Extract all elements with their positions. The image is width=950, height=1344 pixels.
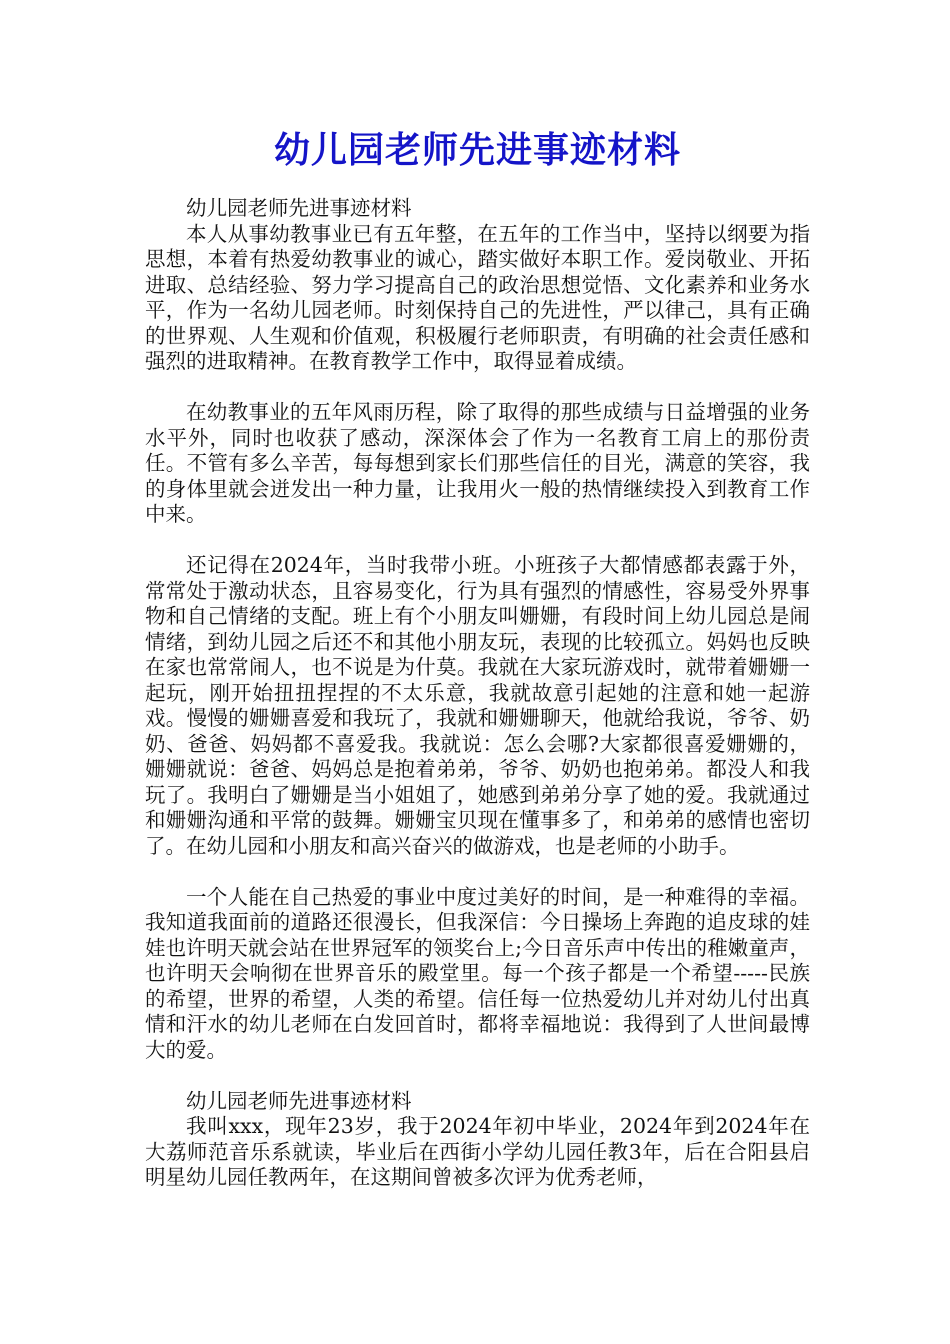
paragraph-spacer (145, 1063, 810, 1089)
paragraph: 我叫xxx，现年23岁，我于2024年初中毕业，2024年到2024年在大荔师范音乐系就读，毕业后在西街小学幼儿园任教3年，后在合阳县启明星幼儿园任教两年，在这期间曾被多次评为优秀老师， (145, 1114, 810, 1189)
document-title: 幼儿园老师先进事迹材料 (273, 129, 681, 171)
paragraph-spacer (145, 859, 810, 885)
document-body (145, 196, 810, 1191)
paragraph: 还记得在2024年，当时我带小班。小班孩子大都情感都表露于外，常常处于激动状态，且容易变化，行为具有强烈的情感性，容易受外界事物和自己情绪的支配。班上有个小朋友叫姗姗，有段时间上幼儿园总是闹情绪，到幼儿园之后还不和其他小朋友玩，表现的比较孤立。妈妈也反映在家也常常闹人，也不说是为什莫。我就在大家玩游戏时，就带着姗姗一起玩，刚开始扭扭捏捏的不太乐意，我就故意引起她的注意和她一起游戏。慢慢的姗姗喜爱和我玩了，我就和姗姗聊天，他就给我说，爷爷、奶奶、爸爸、妈妈都不喜爱我。我就说：怎么会哪?大家都很喜爱姗姗的，姗姗就说：爸爸、妈妈总是抱着弟弟，爷爷、奶奶也抱弟弟。都没人和我玩了。我明白了姗姗是当小姐姐了，她感到弟弟分享了她的爱。我就通过和姗姗沟通和平常的鼓舞。姗姗宝贝现在懂事多了，和弟弟的感情也密切了。在幼儿园和小朋友和高兴奋兴的做游戏，也是老师的小助手。 (145, 553, 810, 858)
paragraph: 本人从事幼教事业已有五年整，在五年的工作当中，坚持以纲要为指思想，本着有热爱幼教事业的诚心，踏实做好本职工作。爱岗敬业、开拓进取、总结经验、努力学习提高自己的政治思想觉悟、文化素养和业务水平，作为一名幼儿园老师。时刻保持自己的先进性，严以律己，具有正确的世界观、人生观和价值观，积极履行老师职责，有明确的社会责任感和强烈的进取精神。在教育教学工作中，取得显着成绩。 (145, 221, 810, 373)
paragraph-spacer (145, 528, 810, 554)
paragraph: 在幼教事业的五年风雨历程，除了取得的那些成绩与日益增强的业务水平外，同时也收获了感动，深深体会了作为一名教育工肩上的那份责任。不管有多么辛苦，每每想到家长们那些信任的目光，满意的笑容，我的身体里就会迸发出一种力量，让我用火一般的热情继续投入到教育工作中来。 (145, 400, 810, 526)
section-heading: 幼儿园老师先进事迹材料 (186, 1088, 412, 1113)
paragraph-spacer (145, 375, 810, 401)
paragraph: 一个人能在自己热爱的事业中度过美好的时间，是一种难得的幸福。我知道我面前的道路还很漫长，但我深信：今日操场上奔跑的追皮球的娃娃也许明天就会站在世界冠军的领奖台上;今日音乐声中传出的稚嫩童声，也许明天会响彻在世界音乐的殿堂里。每一个孩子都是一个希望-----民族的希望，世界的希望，人类的希望。信任每一位热爱幼儿并对幼儿付出真情和汗水的幼儿老师在白发回首时，都将幸福地说：我得到了人世间最博大的爱。 (145, 884, 810, 1062)
section-heading: 幼儿园老师先进事迹材料 (186, 196, 412, 220)
